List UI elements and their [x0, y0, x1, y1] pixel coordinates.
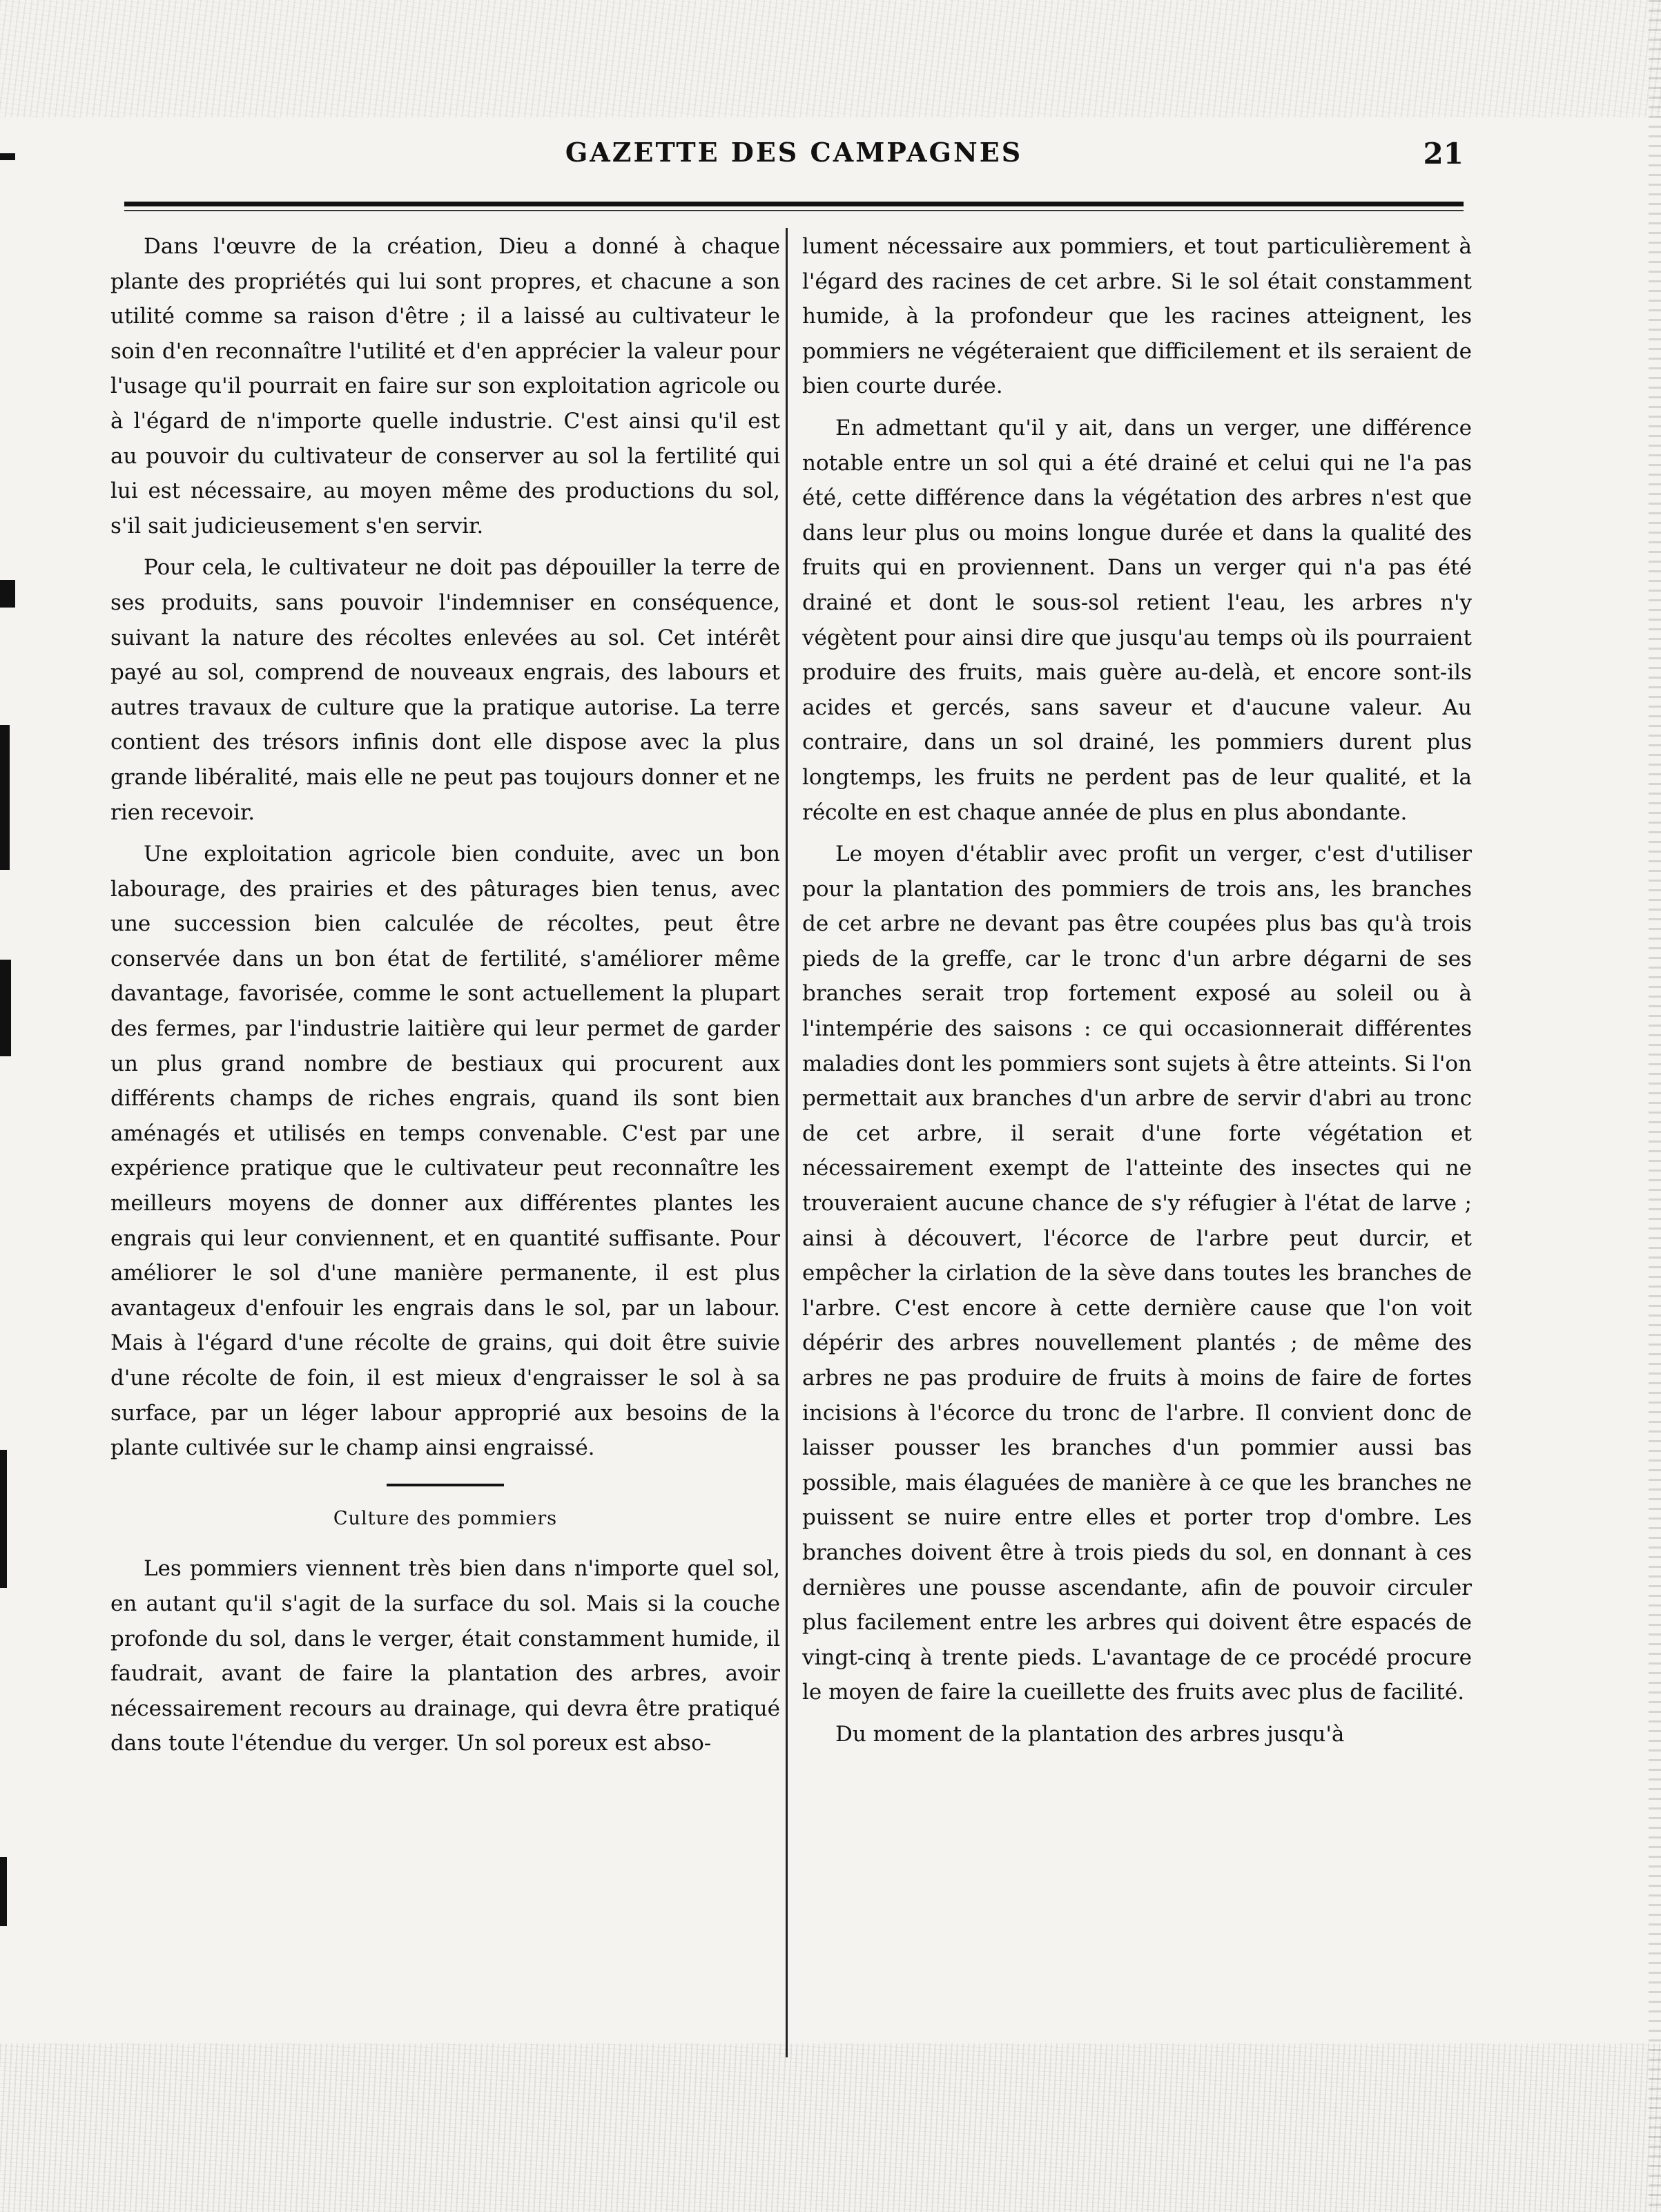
section-title: Culture des pommiers	[333, 1507, 558, 1529]
article-paragraph: En admettant qu'il y ait, dans un verger, une différence notable entre un sol qui a été drainé et celui qui ne l'a pas été, cette différence dans la végétation des arbres n'est que dans leur plus ou moins longue durée et dans la qualité des fruits qui en proviennent. Dans un verger qui n'a pas été drainé et dont le sous-sol retient l'eau, les arbres n'y végètent pour ainsi dire que jusqu'au temps où ils pourraient produire des fruits, mais guère au-delà, et encore sont-ils acides et gercés, sans saveur et d'aucune valeur. Au contraire, dans un sol drainé, les pommiers durent plus longtemps, les fruits ne perdent pas de leur qualité, et la récolte en est chaque année de plus en plus abondante.	[802, 415, 1472, 825]
page-number: 21	[1423, 137, 1464, 171]
scan-edge-mark	[0, 960, 11, 1056]
article-paragraph: Du moment de la plantation des arbres jusqu'à	[835, 1721, 1345, 1747]
article-paragraph: Une exploitation agricole bien conduite, avec un bon labourage, des prairies et des pâturages bien tenus, avec une succession bien calculée de récoltes, peut être conservée dans un bon état de fertilité, s'améliorer même davantage, favorisée, comme le sont actuellement la plupart des fermes, par l'industrie laitière qui leur permet de garder un plus grand nombre de bestiaux qui procurent aux différents champs de riches engrais, quand ils sont bien aménagés et utilisés en temps convenable. C'est par une expérience pratique que le cultivateur peut reconnaître les meilleurs moyens de donner aux différentes plantes les engrais qui leur conviennent, et en quantité suffisante. Pour améliorer le sol d'une manière permanente, il est plus avantageux d'enfouir les engrais dans le sol, par un labour. Mais à l'égard d'une récolte de grains, qui doit être suivie d'une récolte de foin, il est mieux d'engraisser le sol à sa surface, par un léger labour approprié aux besoins de la plante cultivée sur le champ ainsi engraissé.	[110, 842, 780, 1461]
scan-noise-top	[0, 0, 1661, 117]
article-paragraph: lument nécessaire aux pommiers, et tout particulièrement à l'égard des racines de cet arbre. Si le sol était constamment humide, à la profondeur que les racines atteignent, les pommiers ne végéteraient que difficilement et ils seraient de bien courte durée.	[802, 234, 1472, 399]
publication-title: GAZETTE DES CAMPAGNES	[565, 137, 1023, 168]
section-separator	[387, 1484, 504, 1486]
scan-edge-mark	[0, 580, 15, 608]
scan-edge-mark	[0, 1857, 7, 1926]
header-rule-thin	[124, 210, 1464, 211]
page-header	[124, 137, 1464, 178]
scan-edge-mark	[0, 725, 10, 870]
left-column	[110, 229, 780, 1761]
article-paragraph: Dans l'œuvre de la création, Dieu a donné à chaque plante des propriétés qui lui sont propres, et chacune a son utilité comme sa raison d'être ; il a laissé au cultivateur le soin d'en reconnaître l'utilité et d'en apprécier la valeur pour l'usage qu'il pourrait en faire sur son exploitation agricole ou à l'égard de n'importe quelle industrie. C'est ainsi qu'il est au pouvoir du cultivateur de conserver au sol la fertilité qui lui est nécessaire, au moyen même des productions du sol, s'il sait judicieusement s'en servir.	[110, 234, 780, 539]
right-column	[802, 229, 1472, 1752]
scan-noise-bottom	[0, 2044, 1661, 2212]
article-paragraph: Les pommiers viennent très bien dans n'importe quel sol, en autant qu'il s'agit de la surface du sol. Mais si la couche profonde du sol, dans le verger, était constamment humide, il faudrait, avant de faire la plantation des arbres, avoir nécessairement recours au drainage, qui devra être pratiqué dans toute l'étendue du verger. Un sol poreux est abso-	[110, 1556, 780, 1756]
scan-edge-mark	[0, 153, 15, 160]
article-paragraph: Le moyen d'établir avec profit un verger, c'est d'utiliser pour la plantation des pommiers de trois ans, les branches de cet arbre ne devant pas être coupées plus bas qu'à trois pieds de la greffe, car le tronc d'un arbre dégarni de ses branches serait trop fortement exposé au soleil ou à l'intempérie des saisons : ce qui occasionnerait différentes maladies dont les pommiers sont sujets à être atteints. Si l'on permettait aux branches d'un arbre de servir d'abri au tronc de cet arbre, il serait d'une forte végétation et nécessairement exempt de l'atteinte des insectes qui ne trouveraient aucune chance de s'y réfugier à l'état de larve ; ainsi à découvert, l'écorce de l'arbre peut durcir, et empêcher la cirlation de la sève dans toutes les branches de l'arbre. C'est encore à cette dernière cause que l'on voit dépérir des arbres nouvellement plantés ; de même des arbres ne pas produire de fruits à moins de faire de fortes incisions à l'écorce du tronc de l'arbre. Il convient donc de laisser pousser les branches d'un pommier aussi bas possible, mais élaguées de manière à ce que les branches ne puissent se nuire entre elles et porter trop d'ombre. Les branches doivent être à trois pieds du sol, en donnant à ces dernières une pousse ascendante, afin de pouvoir circuler plus facilement entre les arbres qui doivent être espacés de vingt-cinq à trente pieds. L'avantage de ce procédé procure le moyen de faire la cueillette des fruits avec plus de facilité.	[802, 842, 1472, 1705]
scan-edge-mark	[0, 1450, 7, 1588]
header-rule	[124, 202, 1464, 206]
scan-edge-right	[1649, 0, 1661, 2212]
article-paragraph: Pour cela, le cultivateur ne doit pas dépouiller la terre de ses produits, sans pouvoir l'indemniser en conséquence, suivant la nature des récoltes enlevées au sol. Cet intérêt payé au sol, comprend de nouveaux engrais, des labours et autres travaux de culture que la pratique autorise. La terre contient des trésors infinis dont elle dispose avec la plus grande libéralité, mais elle ne peut pas toujours donner et ne rien recevoir.	[110, 555, 780, 825]
column-divider	[786, 228, 788, 2057]
